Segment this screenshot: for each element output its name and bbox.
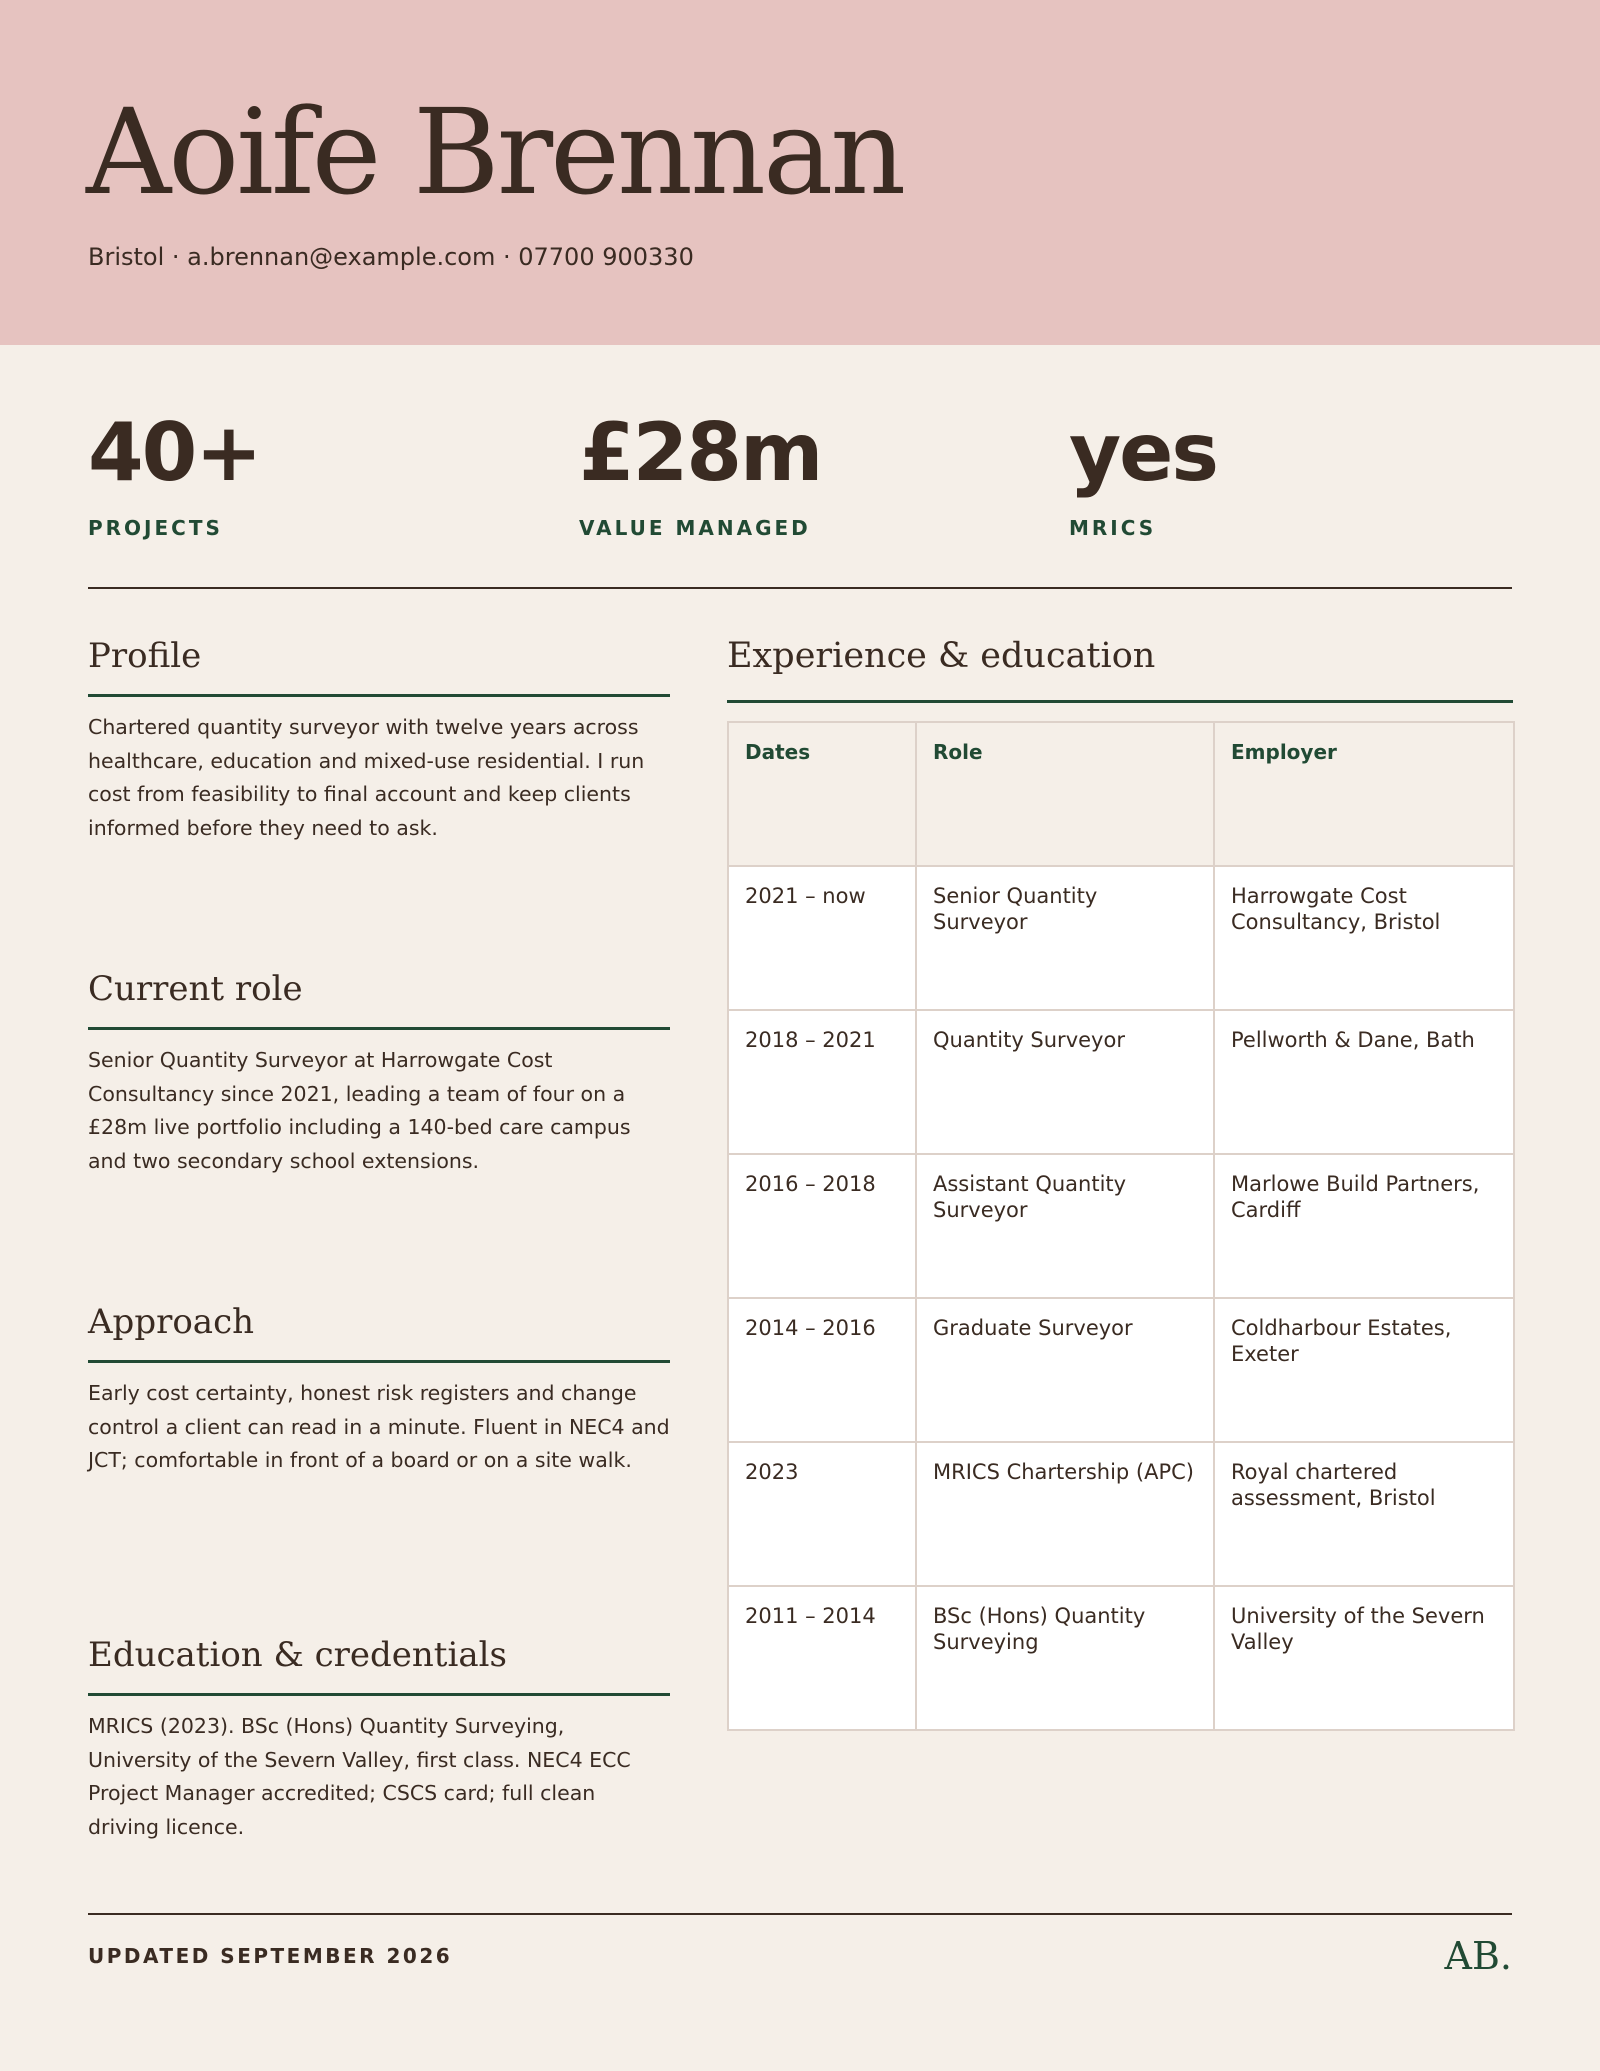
stat-value: yes: [1069, 406, 1218, 499]
cell-dates: 2016 – 2018: [728, 1154, 916, 1298]
experience-table: [727, 721, 1515, 1731]
cell-employer: University of the Severn Valley: [1214, 1586, 1514, 1730]
cell-role: Assistant Quantity Surveyor: [916, 1154, 1214, 1298]
table-row: [728, 866, 1514, 1010]
cell-employer: Pellworth & Dane, Bath: [1214, 1010, 1514, 1154]
stat-label: PROJECTS: [88, 516, 223, 540]
section-rule: [88, 1360, 670, 1363]
column-header-dates: Dates: [728, 722, 916, 866]
section-rule: [88, 694, 670, 697]
section-current-role: [88, 967, 670, 1178]
section-approach: [88, 1300, 670, 1478]
section-title: Education & credentials: [88, 1635, 507, 1675]
header-banner: [0, 0, 1600, 345]
section-education: [88, 1633, 670, 1844]
table-row: [728, 1010, 1514, 1154]
candidate-name: Aoife Brennan: [86, 83, 904, 221]
table-row: [728, 1298, 1514, 1442]
section-title: Approach: [88, 1302, 255, 1342]
section-experience: [727, 634, 1513, 1731]
cell-role: BSc (Hons) Quantity Surveying: [916, 1586, 1214, 1730]
contact-line: Bristol · a.brennan@example.com · 07700 900330: [88, 243, 694, 271]
stat-label: VALUE MANAGED: [579, 516, 811, 540]
cell-dates: 2023: [728, 1442, 916, 1586]
cell-dates: 2018 – 2021: [728, 1010, 916, 1154]
monogram-logo: AB.: [1444, 1934, 1512, 1978]
divider-bottom: [88, 1913, 1512, 1915]
section-body: Early cost certainty, honest risk registers and change control a client can read in a minute. Fluent in NEC4 and JCT; comfortable in front of a board or on a site walk.: [88, 1381, 670, 1472]
table-row: [728, 1586, 1514, 1730]
column-header-employer: Employer: [1214, 722, 1514, 866]
cell-employer: Royal chartered assessment, Bristol: [1214, 1442, 1514, 1586]
cell-employer: Harrowgate Cost Consultancy, Bristol: [1214, 866, 1514, 1010]
section-rule: [88, 1693, 670, 1696]
stat-value: 40+: [88, 406, 261, 499]
table-row: [728, 1442, 1514, 1586]
stat-value-managed: [579, 405, 821, 541]
cell-role: Graduate Surveyor: [916, 1298, 1214, 1442]
column-header-role: Role: [916, 722, 1214, 866]
section-title: Current role: [88, 969, 303, 1009]
cell-dates: 2011 – 2014: [728, 1586, 916, 1730]
section-body: MRICS (2023). BSc (Hons) Quantity Surveying, University of the Severn Valley, first class. NEC4 ECC Project Manager accredited; CSCS card; full clean driving licence.: [88, 1714, 631, 1839]
cell-role: Quantity Surveyor: [916, 1010, 1214, 1154]
stat-value: £28m: [579, 406, 822, 499]
cell-role: Senior Quantity Surveyor: [916, 866, 1214, 1010]
table-row: [728, 1154, 1514, 1298]
updated-date: UPDATED SEPTEMBER 2026: [88, 1944, 453, 1968]
cell-dates: 2014 – 2016: [728, 1298, 916, 1442]
section-rule: [727, 700, 1513, 703]
stat-label: MRICS: [1069, 516, 1157, 540]
section-title: Experience & education: [727, 636, 1156, 676]
section-profile: [88, 634, 670, 845]
cell-employer: Coldharbour Estates, Exeter: [1214, 1298, 1514, 1442]
stat-projects: [88, 405, 260, 541]
section-rule: [88, 1027, 670, 1030]
section-body: Chartered quantity surveyor with twelve years across healthcare, education and mixed-use residential. I run cost from feasibility to final account and keep clients informed before they need to ask.: [88, 715, 645, 840]
section-title: Profile: [88, 636, 202, 676]
cell-dates: 2021 – now: [728, 866, 916, 1010]
cell-employer: Marlowe Build Partners, Cardiff: [1214, 1154, 1514, 1298]
stat-mrics: [1069, 405, 1217, 541]
divider-top: [88, 587, 1512, 589]
table-header-row: [728, 722, 1514, 866]
cell-role: MRICS Chartership (APC): [916, 1442, 1214, 1586]
section-body: Senior Quantity Surveyor at Harrowgate Cost Consultancy since 2021, leading a team of four on a £28m live portfolio including a 140-bed care campus and two secondary school extensions.: [88, 1048, 631, 1173]
